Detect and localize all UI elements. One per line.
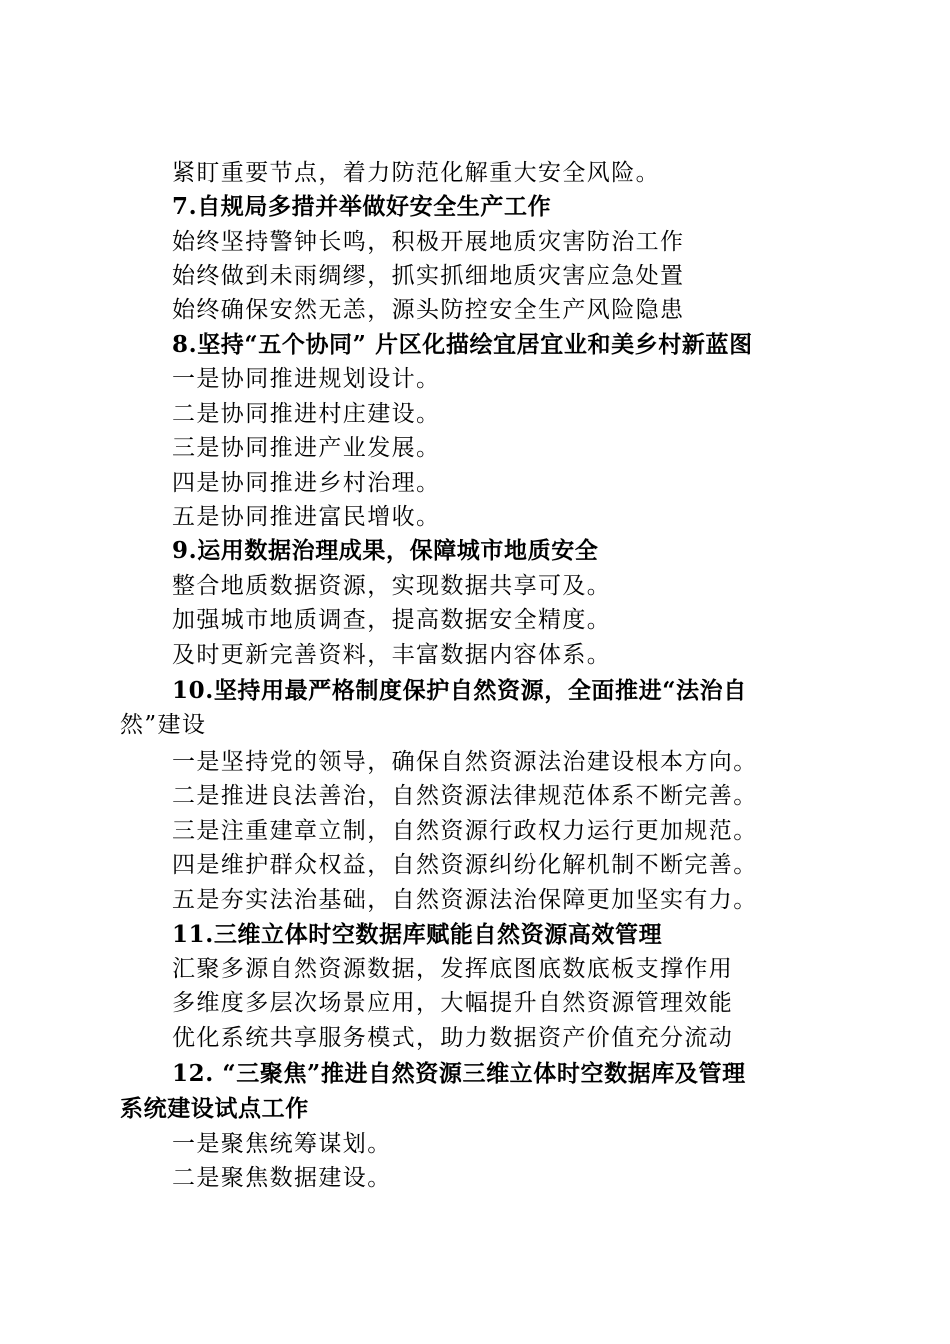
paragraph-line: 始终做到未雨绸缪，抓实抓细地质灾害应急处置	[172, 263, 685, 289]
paragraph-line: 多维度多层次场景应用，大幅提升自然资源管理效能	[172, 990, 734, 1016]
paragraph-line: 紧盯重要节点，着力防范化解重大安全风险。	[172, 160, 660, 186]
paragraph-line: 始终确保安然无恙，源头防控安全生产风险隐患	[172, 297, 685, 323]
paragraph-line: 三是协同推进产业发展。	[172, 435, 441, 461]
section-heading-7: 7.自规局多措并举做好安全生产工作	[172, 193, 552, 220]
paragraph-line: 一是聚焦统筹谋划。	[172, 1131, 392, 1157]
section-heading-12-continuation: 系统建设试点工作	[120, 1095, 309, 1122]
paragraph-line: 加强城市地质调查，提高数据安全精度。	[172, 607, 612, 633]
section-heading-8: 8.坚持“五个协同” 片区化描绘宜居宜业和美乡村新蓝图	[172, 331, 753, 358]
paragraph-line: 二是聚焦数据建设。	[172, 1165, 392, 1191]
section-heading-12: 12. “三聚焦”推进自然资源三维立体时空数据库及管理	[172, 1060, 746, 1087]
paragraph-line: 五是夯实法治基础，自然资源法治保障更加坚实有力。	[172, 887, 758, 913]
paragraph-line: 五是协同推进富民增收。	[172, 504, 441, 530]
paragraph-line: 整合地质数据资源，实现数据共享可及。	[172, 573, 612, 599]
paragraph-line: 汇聚多源自然资源数据，发挥底图底数底板支撑作用	[172, 956, 734, 982]
paragraph-line: 及时更新完善资料，丰富数据内容体系。	[172, 642, 612, 668]
paragraph-line: 二是协同推进村庄建设。	[172, 401, 441, 427]
section-heading-10: 10.坚持用最严格制度保护自然资源，全面推进“法治自	[172, 677, 747, 704]
paragraph-line: 一是协同推进规划设计。	[172, 366, 441, 392]
paragraph-line: 始终坚持警钟长鸣，积极开展地质灾害防治工作	[172, 229, 685, 255]
section-heading-9: 9.运用数据治理成果，保障城市地质安全	[172, 537, 599, 564]
section-heading-11: 11.三维立体时空数据库赋能自然资源高效管理	[172, 921, 663, 948]
paragraph-line: 优化系统共享服务模式，助力数据资产价值充分流动	[172, 1025, 734, 1051]
paragraph-line: 四是协同推进乡村治理。	[172, 470, 441, 496]
paragraph-line: 二是推进良法善治，自然资源法律规范体系不断完善。	[172, 783, 758, 809]
paragraph-line: 四是维护群众权益，自然资源纠纷化解机制不断完善。	[172, 852, 758, 878]
section-heading-10-continuation: 然”建设	[120, 712, 207, 738]
paragraph-line: 三是注重建章立制，自然资源行政权力运行更加规范。	[172, 818, 758, 844]
paragraph-line: 一是坚持党的领导，确保自然资源法治建设根本方向。	[172, 749, 758, 775]
